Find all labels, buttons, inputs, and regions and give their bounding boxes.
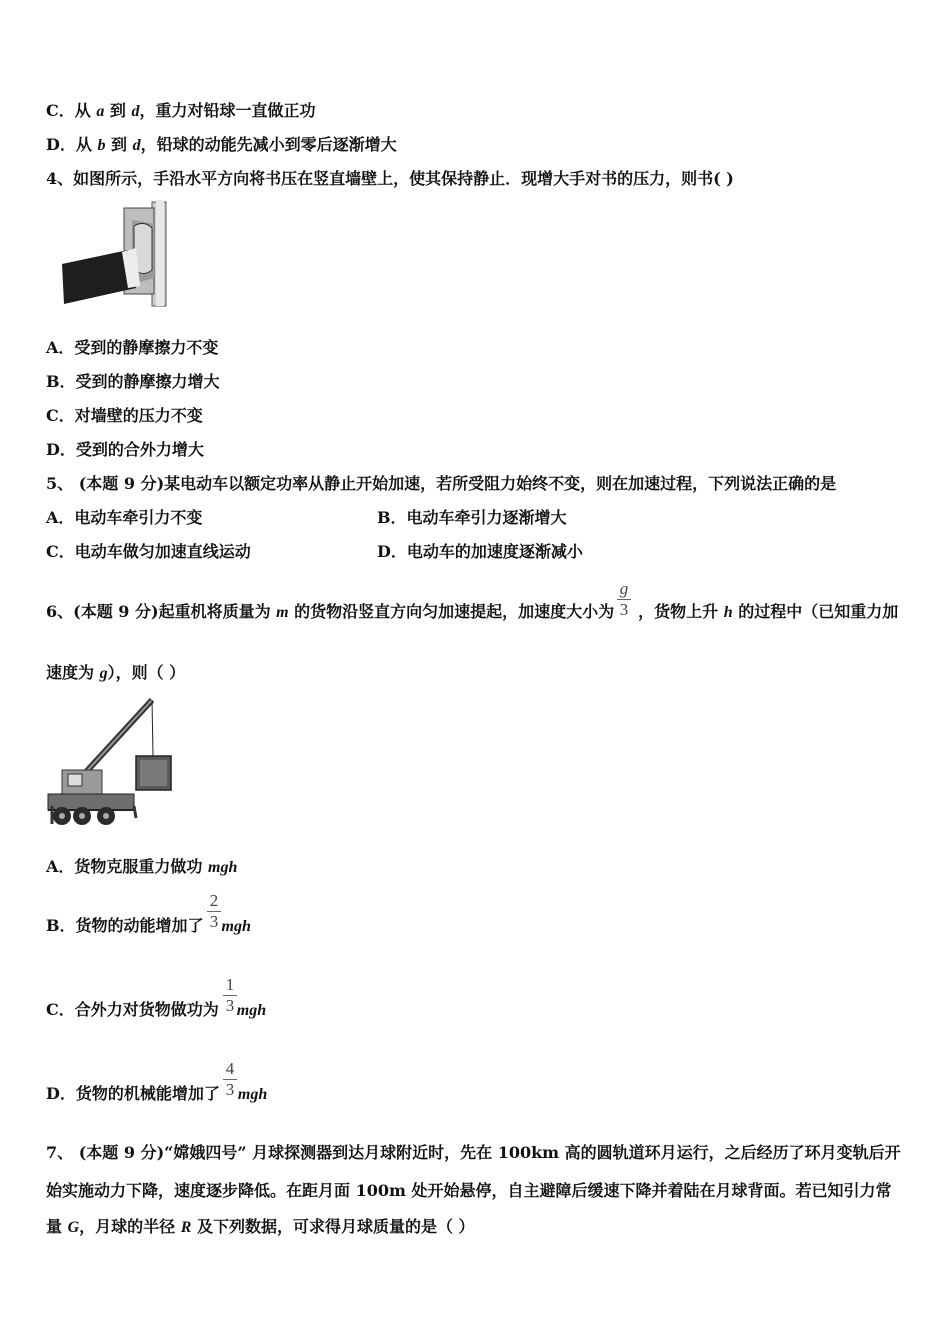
question-number: 6、 [46,602,74,621]
var-m: m [276,604,289,621]
option-label: C． [46,1000,75,1019]
text: 的货物沿竖直方向匀加速提起，加速度大小为 [288,602,615,621]
q4-option-b [46,371,220,393]
fraction-g-over-3 [617,580,631,619]
option-label: C． [46,542,75,561]
q6-stem-line1 [46,601,898,624]
option-label: D． [46,135,76,154]
denominator: 3 [619,600,629,619]
option-label: A． [46,857,75,876]
var-g: g [99,665,108,682]
text: 量 [46,1217,68,1236]
math-mgh: mgh [208,859,238,876]
var-d: d [132,137,141,154]
numerator: 2 [209,891,219,910]
option-label: C． [46,101,75,120]
option-text: 电动车牵引力逐渐增大 [406,508,567,527]
option-label: D． [46,440,76,459]
text: 从 [74,101,97,120]
option-text: 对墙壁的压力不变 [74,406,203,425]
q5-option-a [46,507,202,529]
q5-option-d [377,541,583,563]
text: ，重力对铅球一直做正功 [139,101,316,120]
question-number: 5、 [46,474,79,493]
var-R: R [180,1219,192,1236]
var-h: h [723,604,733,621]
crane-figure [46,694,176,834]
score: (本题 9 分) [73,602,159,621]
option-text: 货物克服重力做功 [74,857,208,876]
q3-option-d [46,134,397,157]
text: ，货物上升 [638,602,724,621]
math-mgh: mgh [221,918,251,935]
option-label: D． [377,542,407,561]
score: (本题 9 分) [78,1143,165,1162]
q7-stem-line2: 始实施动力下降，速度逐步降低。在距月面 100m 处开始悬停，自主避障后缓速下降并着陆在月球背面。若已知引力常 [46,1181,892,1200]
text: 起重机将质量为 [158,602,277,621]
fraction-4-over-3 [223,1060,237,1099]
option-text: 电动车牵引力不变 [74,508,203,527]
denominator: 3 [209,912,219,931]
option-text: 电动车做匀加速直线运动 [74,542,251,561]
denominator: 3 [225,1080,235,1099]
option-label: C． [46,406,75,425]
math-mgh: mgh [236,1002,267,1019]
option-label: B． [377,508,407,527]
numerator: g [619,579,629,598]
question-number: 7、 [46,1143,79,1162]
option-text: 货物的动能增加了 [75,916,204,935]
text: 到 [105,135,133,154]
option-text: 货物的机械能增加了 [75,1084,220,1103]
option-label: B． [46,372,76,391]
text: ），则（ ） [107,663,186,682]
option-label: D． [46,1084,76,1103]
stem-text: 某电动车以额定功率从静止开始加速，若所受阻力始终不变，则在加速过程，下列说法正确的是 [164,474,837,493]
text: 到 [104,101,132,120]
q4-stem: 4、如图所示，手沿水平方向将书压在竖直墙壁上，使其保持静止．现增大手对书的压力，则书( ) [46,169,734,188]
numerator: 1 [225,975,235,994]
fraction-2-over-3 [207,892,221,931]
option-text: 受到的静摩擦力不变 [74,338,219,357]
q6-stem-line2 [46,662,185,685]
option-text: 电动车的加速度逐渐减小 [406,542,583,561]
option-text: 合外力对货物做功为 [74,1000,219,1019]
math-mgh: mgh [237,1086,268,1103]
text: 速度为 [46,663,100,682]
fraction-1-over-3 [223,976,237,1015]
var-d: d [131,103,140,120]
text: 的过程中（已知重力加 [732,602,899,621]
var-a: a [96,103,105,120]
text: ，铅球的动能先减小到零后逐渐增大 [140,135,397,154]
option-label: B． [46,916,76,935]
hand-pressing-book-figure [62,198,178,308]
option-text: 受到的静摩擦力增大 [75,372,220,391]
q4-option-c [46,405,203,427]
q6-option-a [46,856,237,879]
text: ，月球的半径 [79,1217,181,1236]
option-label: A． [46,338,75,357]
text: 从 [75,135,98,154]
text: 及下列数据，可求得月球质量的是（ ） [191,1217,475,1236]
denominator: 3 [225,996,235,1015]
option-label: A． [46,508,75,527]
numerator: 4 [225,1059,235,1078]
q7-stem-line1 [46,1142,901,1164]
q3-option-c [46,100,316,123]
q7-stem-line3 [46,1216,475,1239]
q4-option-d [46,439,204,461]
var-b: b [97,137,106,154]
q5-stem [46,473,836,495]
option-text: 受到的合外力增大 [75,440,204,459]
q4-option-a [46,337,218,359]
var-G: G [67,1219,80,1236]
text: “嫦娥四号” 月球探测器到达月球附近时，先在 100km 高的圆轨道环月运行，之后经历了环月变轨后开 [164,1143,901,1162]
score: (本题 9 分) [78,474,165,493]
q5-option-b [377,507,567,529]
q5-option-c [46,541,251,563]
